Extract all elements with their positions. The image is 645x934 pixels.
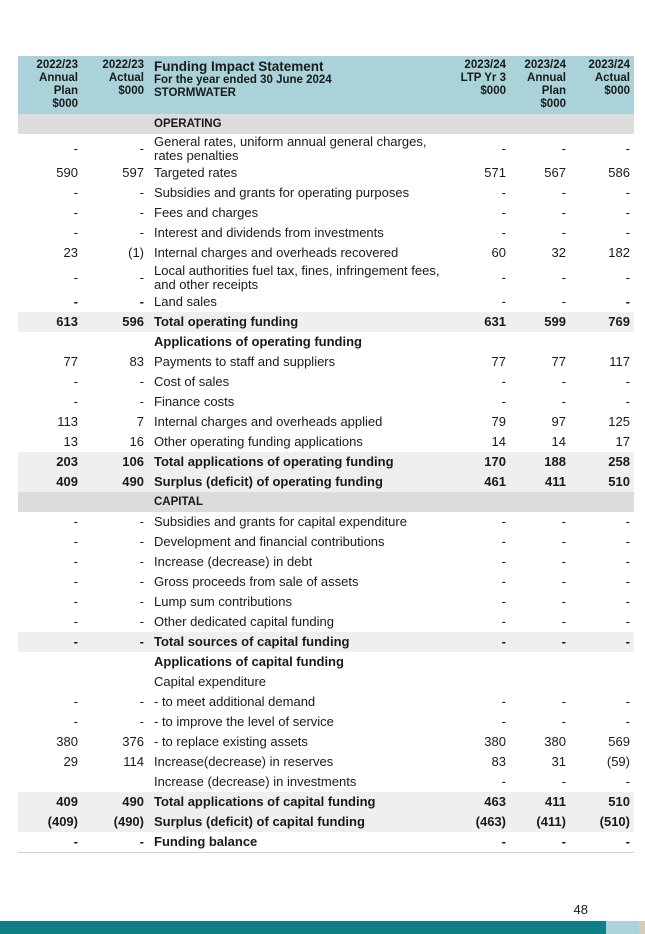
value-cell: - bbox=[139, 269, 144, 285]
value-cell: - bbox=[73, 185, 78, 200]
value-cell: - bbox=[561, 294, 566, 309]
value-cell bbox=[570, 672, 634, 692]
row-label: Internal charges and overheads applied bbox=[154, 414, 383, 429]
value-cell: - bbox=[139, 554, 144, 569]
statement-title-block bbox=[148, 56, 448, 114]
table-row bbox=[18, 332, 634, 352]
value-cell: - bbox=[625, 374, 630, 389]
value-cell: - bbox=[625, 205, 630, 220]
total-row bbox=[18, 792, 634, 812]
value-cell: 613 bbox=[18, 312, 82, 332]
value-cell: - bbox=[570, 832, 634, 853]
value-cell: 114 bbox=[123, 754, 144, 769]
row-label: Increase (decrease) in debt bbox=[154, 554, 313, 569]
value-cell bbox=[570, 652, 634, 672]
value-cell: - bbox=[139, 140, 144, 156]
table-row bbox=[18, 772, 634, 792]
value-cell: 170 bbox=[448, 452, 510, 472]
value-cell bbox=[82, 672, 148, 692]
table-row bbox=[18, 352, 634, 372]
value-cell: 490 bbox=[82, 472, 148, 492]
table-row bbox=[18, 672, 634, 692]
value-cell: - bbox=[73, 205, 78, 220]
value-cell: - bbox=[448, 832, 510, 853]
row-label: Total applications of operating funding bbox=[148, 452, 448, 472]
value-cell: (59) bbox=[606, 754, 630, 769]
total-row bbox=[18, 832, 634, 853]
value-cell bbox=[448, 332, 510, 352]
table-row bbox=[18, 432, 634, 452]
value-cell: - bbox=[139, 394, 144, 409]
value-cell: 23 bbox=[63, 245, 78, 260]
value-cell: 596 bbox=[82, 312, 148, 332]
row-label: Capital expenditure bbox=[154, 674, 267, 689]
value-cell: 631 bbox=[448, 312, 510, 332]
value-cell: (510) bbox=[570, 812, 634, 832]
value-cell: - bbox=[561, 269, 566, 285]
value-cell: - bbox=[561, 225, 566, 240]
row-label: - to improve the level of service bbox=[154, 714, 334, 729]
row-label: Total sources of capital funding bbox=[148, 632, 448, 652]
value-cell: 380 bbox=[544, 734, 566, 749]
value-cell: - bbox=[501, 269, 506, 285]
value-cell: - bbox=[501, 714, 506, 729]
value-cell: 125 bbox=[608, 414, 630, 429]
value-cell: 79 bbox=[491, 414, 506, 429]
total-row bbox=[18, 632, 634, 652]
value-cell: - bbox=[501, 614, 506, 629]
value-cell: 113 bbox=[57, 414, 78, 429]
value-cell: - bbox=[625, 225, 630, 240]
value-cell: 13 bbox=[63, 434, 78, 449]
value-cell: - bbox=[510, 632, 570, 652]
col-header-2023-plan: 2023/24 Annual Plan $000 bbox=[510, 56, 570, 114]
row-label: Subsidies and grants for operating purposes bbox=[154, 185, 410, 200]
value-cell: 571 bbox=[484, 165, 506, 180]
value-cell bbox=[82, 114, 148, 134]
value-cell bbox=[570, 492, 634, 512]
value-cell: - bbox=[73, 614, 78, 629]
value-cell: - bbox=[561, 594, 566, 609]
table-row bbox=[18, 532, 634, 552]
value-cell bbox=[18, 332, 82, 352]
value-cell: 97 bbox=[551, 414, 566, 429]
value-cell: - bbox=[73, 140, 78, 156]
value-cell: - bbox=[501, 694, 506, 709]
value-cell: - bbox=[561, 554, 566, 569]
value-cell: 7 bbox=[136, 414, 144, 429]
row-label: Increase(decrease) in reserves bbox=[154, 754, 334, 769]
value-cell: - bbox=[561, 514, 566, 529]
value-cell bbox=[510, 652, 570, 672]
value-cell: 258 bbox=[570, 452, 634, 472]
row-label: Subsidies and grants for capital expenditure bbox=[154, 514, 407, 529]
value-cell: - bbox=[73, 594, 78, 609]
value-cell: 380 bbox=[484, 734, 506, 749]
value-cell: 77 bbox=[491, 354, 506, 369]
value-cell: (490) bbox=[82, 812, 148, 832]
value-cell bbox=[448, 492, 510, 512]
value-cell: 411 bbox=[510, 792, 570, 812]
value-cell: 376 bbox=[122, 734, 144, 749]
value-cell: - bbox=[625, 294, 630, 309]
footer-bar-accent bbox=[606, 921, 639, 934]
value-cell bbox=[510, 114, 570, 134]
value-cell: - bbox=[625, 269, 630, 285]
table-row bbox=[18, 732, 634, 752]
value-cell: - bbox=[73, 694, 78, 709]
value-cell: - bbox=[625, 394, 630, 409]
value-cell: - bbox=[501, 140, 506, 156]
total-row bbox=[18, 812, 634, 832]
value-cell: - bbox=[501, 574, 506, 589]
value-cell: 769 bbox=[570, 312, 634, 332]
table-row bbox=[18, 512, 634, 532]
value-cell: 17 bbox=[615, 434, 630, 449]
table-row bbox=[18, 163, 634, 183]
value-cell bbox=[510, 672, 570, 692]
value-cell: - bbox=[561, 774, 566, 789]
table-row bbox=[18, 134, 634, 163]
row-label: OPERATING bbox=[148, 114, 448, 134]
value-cell: - bbox=[139, 294, 144, 309]
value-cell: - bbox=[139, 574, 144, 589]
value-cell: (1) bbox=[128, 245, 144, 260]
table-row bbox=[18, 392, 634, 412]
value-cell bbox=[510, 332, 570, 352]
value-cell: - bbox=[448, 632, 510, 652]
activity-name: STORMWATER bbox=[154, 87, 236, 99]
row-label: Applications of operating funding bbox=[154, 334, 362, 349]
table-row bbox=[18, 612, 634, 632]
value-cell bbox=[448, 652, 510, 672]
value-cell: - bbox=[625, 185, 630, 200]
value-cell: 380 bbox=[56, 734, 78, 749]
total-row bbox=[18, 452, 634, 472]
statement-title: Funding Impact Statement bbox=[154, 59, 324, 74]
value-cell: 83 bbox=[129, 354, 144, 369]
row-label: Land sales bbox=[154, 294, 217, 309]
value-cell: - bbox=[625, 514, 630, 529]
value-cell: 569 bbox=[608, 734, 630, 749]
value-cell: - bbox=[18, 832, 82, 853]
value-cell: - bbox=[501, 225, 506, 240]
section-row bbox=[18, 114, 634, 134]
table-row bbox=[18, 183, 634, 203]
value-cell bbox=[82, 772, 148, 792]
table-row bbox=[18, 203, 634, 223]
total-row bbox=[18, 312, 634, 332]
value-cell: - bbox=[73, 714, 78, 729]
funding-impact-statement-table bbox=[18, 56, 634, 853]
table-row bbox=[18, 652, 634, 672]
value-cell: 32 bbox=[551, 245, 566, 260]
value-cell: - bbox=[625, 614, 630, 629]
value-cell: - bbox=[73, 269, 78, 285]
footer-bar bbox=[0, 921, 606, 934]
value-cell: 599 bbox=[510, 312, 570, 332]
value-cell bbox=[18, 492, 82, 512]
value-cell: - bbox=[501, 374, 506, 389]
value-cell bbox=[448, 114, 510, 134]
value-cell: - bbox=[73, 225, 78, 240]
value-cell: 188 bbox=[510, 452, 570, 472]
value-cell: - bbox=[139, 374, 144, 389]
row-label: Lump sum contributions bbox=[154, 594, 293, 609]
value-cell: (411) bbox=[510, 812, 570, 832]
row-label: Local authorities fuel tax, fines, infringement fees, and other receipts bbox=[154, 262, 440, 292]
row-label: - to replace existing assets bbox=[154, 734, 308, 749]
value-cell bbox=[570, 332, 634, 352]
table-header-row bbox=[18, 56, 634, 114]
table-row bbox=[18, 572, 634, 592]
value-cell: - bbox=[625, 554, 630, 569]
value-cell: - bbox=[73, 394, 78, 409]
row-label: - to meet additional demand bbox=[154, 694, 316, 709]
value-cell: 463 bbox=[448, 792, 510, 812]
row-label: Total applications of capital funding bbox=[148, 792, 448, 812]
value-cell: - bbox=[139, 614, 144, 629]
value-cell: - bbox=[561, 574, 566, 589]
row-label: Internal charges and overheads recovered bbox=[154, 245, 399, 260]
table-row bbox=[18, 292, 634, 312]
value-cell: - bbox=[73, 374, 78, 389]
value-cell: 106 bbox=[82, 452, 148, 472]
value-cell: - bbox=[570, 632, 634, 652]
value-cell: - bbox=[501, 774, 506, 789]
value-cell: - bbox=[625, 534, 630, 549]
col-header-2022-actual: 2022/23 Actual $000 bbox=[82, 56, 148, 114]
value-cell: 510 bbox=[570, 472, 634, 492]
value-cell bbox=[18, 772, 82, 792]
value-cell: - bbox=[501, 554, 506, 569]
value-cell: - bbox=[139, 205, 144, 220]
value-cell bbox=[18, 672, 82, 692]
value-cell: - bbox=[561, 185, 566, 200]
value-cell: - bbox=[73, 514, 78, 529]
row-label: Finance costs bbox=[154, 394, 235, 409]
table-row bbox=[18, 692, 634, 712]
table-row bbox=[18, 243, 634, 263]
value-cell: 29 bbox=[63, 754, 78, 769]
value-cell: - bbox=[82, 832, 148, 853]
value-cell: - bbox=[501, 185, 506, 200]
statement-subtitle: For the year ended 30 June 2024 bbox=[154, 74, 332, 86]
value-cell: - bbox=[625, 140, 630, 156]
value-cell: - bbox=[625, 594, 630, 609]
value-cell bbox=[82, 652, 148, 672]
value-cell: - bbox=[561, 614, 566, 629]
row-label: Gross proceeds from sale of assets bbox=[154, 574, 359, 589]
value-cell: - bbox=[73, 294, 78, 309]
value-cell: 16 bbox=[129, 434, 144, 449]
value-cell: - bbox=[501, 534, 506, 549]
value-cell: - bbox=[82, 632, 148, 652]
value-cell: 597 bbox=[122, 165, 144, 180]
value-cell: - bbox=[561, 714, 566, 729]
value-cell: 77 bbox=[551, 354, 566, 369]
row-label: Other dedicated capital funding bbox=[154, 614, 334, 629]
row-label: Targeted rates bbox=[154, 165, 238, 180]
value-cell: - bbox=[561, 534, 566, 549]
value-cell: 409 bbox=[18, 792, 82, 812]
value-cell: 590 bbox=[56, 165, 78, 180]
value-cell: 567 bbox=[544, 165, 566, 180]
value-cell: - bbox=[139, 594, 144, 609]
value-cell: - bbox=[139, 694, 144, 709]
row-label: Payments to staff and suppliers bbox=[154, 354, 336, 369]
row-label: Surplus (deficit) of operating funding bbox=[148, 472, 448, 492]
value-cell bbox=[82, 492, 148, 512]
row-label: Cost of sales bbox=[154, 374, 230, 389]
col-header-2022-plan: 2022/23 Annual Plan $000 bbox=[18, 56, 82, 114]
value-cell: - bbox=[73, 574, 78, 589]
row-label: Increase (decrease) in investments bbox=[154, 774, 357, 789]
value-cell bbox=[18, 652, 82, 672]
value-cell: - bbox=[139, 714, 144, 729]
value-cell: 117 bbox=[609, 354, 630, 369]
table-row bbox=[18, 592, 634, 612]
table-row bbox=[18, 412, 634, 432]
table-row bbox=[18, 552, 634, 572]
table-row bbox=[18, 712, 634, 732]
value-cell: 182 bbox=[608, 245, 630, 260]
value-cell: - bbox=[501, 294, 506, 309]
value-cell: 411 bbox=[510, 472, 570, 492]
table-row bbox=[18, 223, 634, 243]
row-label: Surplus (deficit) of capital funding bbox=[148, 812, 448, 832]
footer-bar-end bbox=[639, 921, 645, 934]
value-cell bbox=[570, 114, 634, 134]
value-cell: 586 bbox=[608, 165, 630, 180]
value-cell: 510 bbox=[570, 792, 634, 812]
value-cell: - bbox=[501, 205, 506, 220]
row-label: Development and financial contributions bbox=[154, 534, 385, 549]
value-cell: (463) bbox=[448, 812, 510, 832]
value-cell bbox=[448, 672, 510, 692]
value-cell: - bbox=[139, 534, 144, 549]
table-row bbox=[18, 752, 634, 772]
table-row bbox=[18, 263, 634, 292]
col-header-2023-ltp: 2023/24 LTP Yr 3 $000 bbox=[448, 56, 510, 114]
value-cell: - bbox=[561, 394, 566, 409]
value-cell: 14 bbox=[491, 434, 506, 449]
table-body bbox=[18, 114, 634, 853]
value-cell: - bbox=[561, 694, 566, 709]
value-cell: 14 bbox=[551, 434, 566, 449]
value-cell bbox=[510, 492, 570, 512]
value-cell: - bbox=[18, 632, 82, 652]
value-cell: - bbox=[625, 694, 630, 709]
page-number: 48 bbox=[573, 902, 588, 917]
value-cell: - bbox=[139, 225, 144, 240]
value-cell: - bbox=[501, 594, 506, 609]
value-cell: - bbox=[501, 394, 506, 409]
row-label: Fees and charges bbox=[154, 205, 259, 220]
value-cell bbox=[18, 114, 82, 134]
value-cell: - bbox=[625, 774, 630, 789]
row-label: CAPITAL bbox=[148, 492, 448, 512]
value-cell bbox=[82, 332, 148, 352]
value-cell: - bbox=[501, 514, 506, 529]
row-label: Total operating funding bbox=[148, 312, 448, 332]
total-row bbox=[18, 472, 634, 492]
value-cell: - bbox=[561, 205, 566, 220]
value-cell: - bbox=[139, 185, 144, 200]
col-header-2023-actual: 2023/24 Actual $000 bbox=[570, 56, 634, 114]
row-label: Funding balance bbox=[148, 832, 448, 853]
value-cell: 409 bbox=[18, 472, 82, 492]
row-label: Other operating funding applications bbox=[154, 434, 363, 449]
value-cell: - bbox=[139, 514, 144, 529]
value-cell: 77 bbox=[63, 354, 78, 369]
row-label: General rates, uniform annual general charges, rates penalties bbox=[154, 133, 427, 163]
value-cell: - bbox=[510, 832, 570, 853]
value-cell: - bbox=[73, 554, 78, 569]
table-row bbox=[18, 372, 634, 392]
value-cell: 31 bbox=[551, 754, 566, 769]
value-cell: (409) bbox=[18, 812, 82, 832]
value-cell: 461 bbox=[448, 472, 510, 492]
value-cell: - bbox=[561, 374, 566, 389]
value-cell: - bbox=[561, 140, 566, 156]
section-row bbox=[18, 492, 634, 512]
value-cell: 60 bbox=[491, 245, 506, 260]
row-label: Interest and dividends from investments bbox=[154, 225, 384, 240]
value-cell: - bbox=[73, 534, 78, 549]
value-cell: 490 bbox=[82, 792, 148, 812]
value-cell: - bbox=[625, 574, 630, 589]
row-label: Applications of capital funding bbox=[154, 654, 344, 669]
value-cell: 203 bbox=[18, 452, 82, 472]
value-cell: 83 bbox=[491, 754, 506, 769]
value-cell: - bbox=[625, 714, 630, 729]
